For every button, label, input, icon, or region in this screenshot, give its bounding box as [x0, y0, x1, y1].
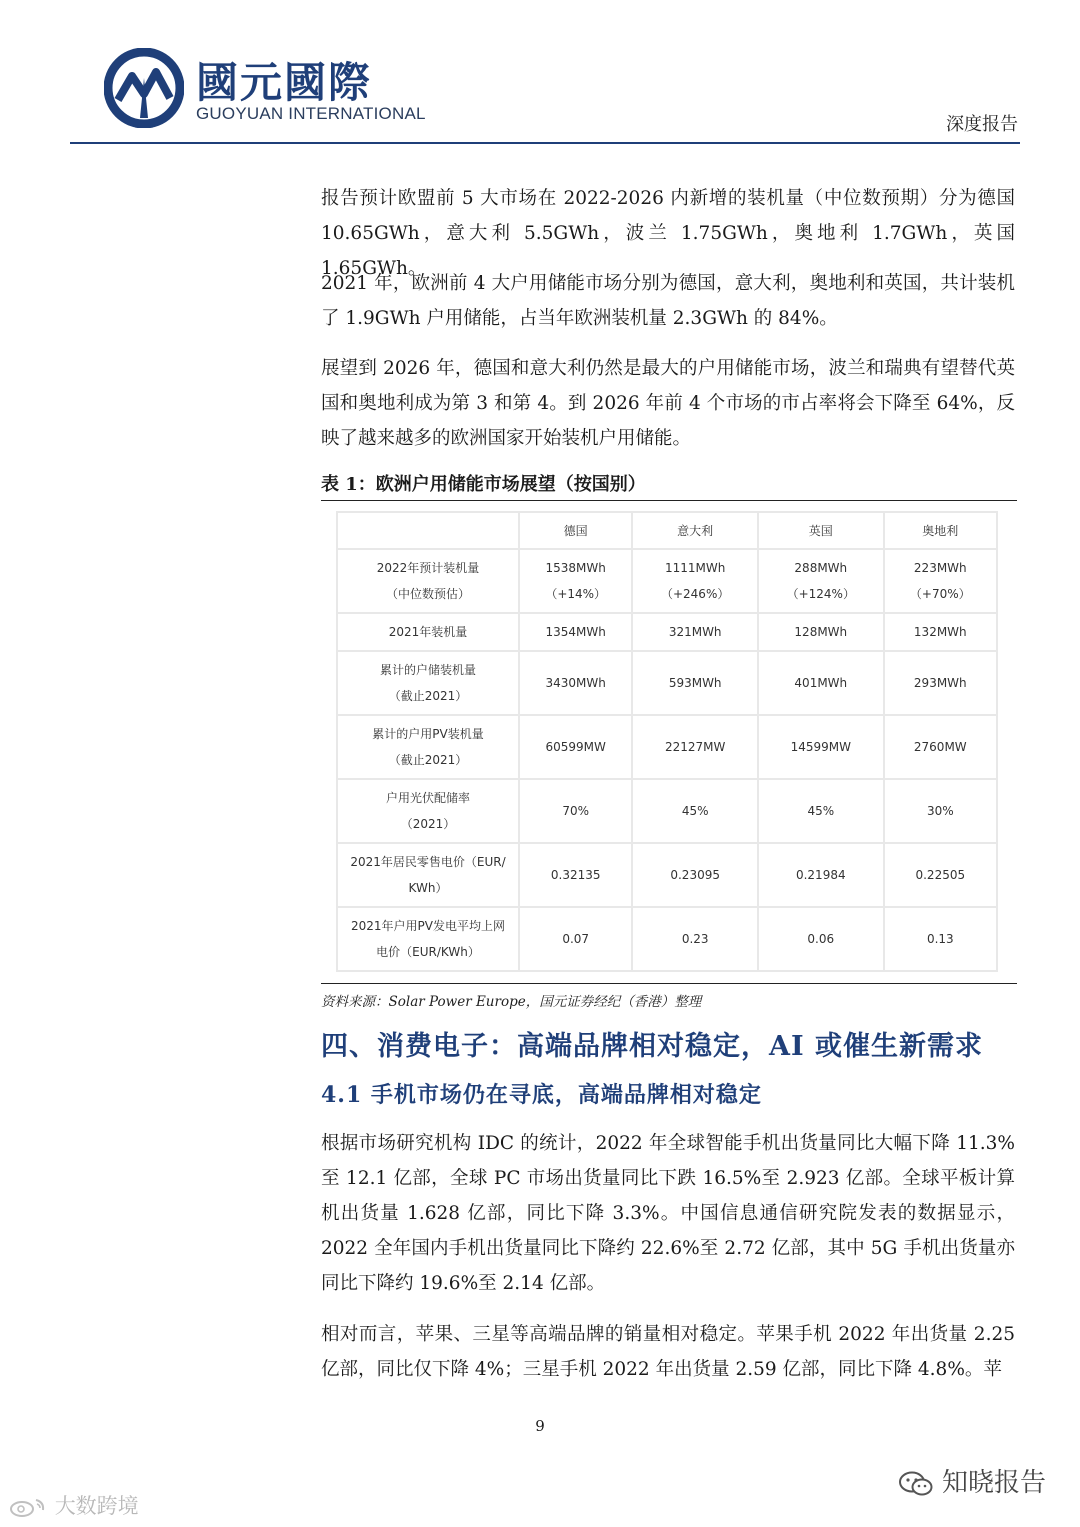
row-label: 2021年居民零售电价（EUR/ KWh） — [337, 843, 519, 907]
watermark-right — [898, 1462, 1046, 1499]
section-heading: 四、消费电子：高端品牌相对稳定，AI 或催生新需求 — [321, 1031, 983, 1062]
table-cell: 22127MW — [632, 715, 758, 779]
table-cell: 30% — [884, 779, 997, 843]
table-source-note: 资料来源：Solar Power Europe，国元证券经纪（香港）整理 — [321, 994, 702, 1010]
table-cell: 223MWh （+70%） — [884, 549, 997, 613]
table-cell: 401MWh — [758, 651, 884, 715]
table-cell: 0.22505 — [884, 843, 997, 907]
table-cell: 2760MW — [884, 715, 997, 779]
wechat-icon — [898, 1470, 934, 1498]
company-logo — [104, 48, 426, 132]
table-cell: 1354MWh — [519, 613, 632, 651]
table-cell: 1538MWh （+14%） — [519, 549, 632, 613]
row-label: 户用光伏配储率 （2021） — [337, 779, 519, 843]
table-title: 表 1：欧洲户用储能市场展望（按国别） — [321, 474, 646, 495]
watermark-left — [8, 1490, 139, 1520]
paragraph-4: 根据市场研究机构 IDC 的统计，2022 年全球智能手机出货量同比大幅下降 11.3%至 12.1 亿部，全球 PC 市场出货量同比下跌 16.5%至 2.923 亿部。全球平板计算机出货量 1.628 亿部，同比下降 3.3%。中国信息通信研究院发表的数据显示，2022 全年国内手机出货量同比下降约 22.6%至 2.72 亿部，其中 5G 手机出货量亦同比下降约 19.6%至 2.14 亿部。 — [321, 1133, 1015, 1294]
table-cell: 0.23 — [632, 907, 758, 971]
table-cell: 60599MW — [519, 715, 632, 779]
table-cell: 321MWh — [632, 613, 758, 651]
table-row — [337, 613, 997, 651]
column-header: 英国 — [758, 512, 884, 549]
table-top-rule — [321, 500, 1017, 501]
column-header: 德国 — [519, 512, 632, 549]
paragraph-2: 2021 年，欧洲前 4 大户用储能市场分别为德国，意大利，奥地利和英国，共计装机了 1.9GWh 户用储能，占当年欧洲装机量 2.3GWh 的 84%。 — [321, 273, 1015, 329]
column-header: 意大利 — [632, 512, 758, 549]
table-header-corner — [337, 512, 519, 549]
table-cell: 0.21984 — [758, 843, 884, 907]
logo-english-name: GUOYUAN INTERNATIONAL — [196, 104, 426, 123]
table-cell: 0.06 — [758, 907, 884, 971]
table-bottom-rule — [321, 983, 1017, 984]
subsection-heading: 4.1 手机市场仍在寻底，高端品牌相对稳定 — [321, 1082, 762, 1108]
table-row — [337, 651, 997, 715]
column-header: 奥地利 — [884, 512, 997, 549]
table-cell: 293MWh — [884, 651, 997, 715]
table-cell: 45% — [632, 779, 758, 843]
table-cell: 0.13 — [884, 907, 997, 971]
row-label: 累计的户储装机量 （截止2021） — [337, 651, 519, 715]
row-label: 累计的户用PV装机量 （截止2021） — [337, 715, 519, 779]
paragraph-5: 相对而言，苹果、三星等高端品牌的销量相对稳定。苹果手机 2022 年出货量 2.25 亿部，同比仅下降 4%；三星手机 2022 年出货量 2.59 亿部，同比下降 4.8%。苹 — [321, 1324, 1015, 1380]
table-cell: 45% — [758, 779, 884, 843]
table-row — [337, 843, 997, 907]
table-row — [337, 779, 997, 843]
logo-chinese-name: 國元國際 — [196, 58, 373, 107]
table-cell: 593MWh — [632, 651, 758, 715]
table-cell: 0.23095 — [632, 843, 758, 907]
document-type-label: 深度报告 — [946, 114, 1018, 135]
storage-market-table — [336, 511, 998, 972]
table-cell: 3430MWh — [519, 651, 632, 715]
table-row — [337, 549, 997, 613]
watermark-left-text: 大数跨境 — [54, 1494, 139, 1518]
guoyuan-logo-icon — [104, 48, 184, 128]
table-cell: 14599MW — [758, 715, 884, 779]
table-row — [337, 907, 997, 971]
table-cell: 0.07 — [519, 907, 632, 971]
row-label: 2021年装机量 — [337, 613, 519, 651]
weibo-icon — [8, 1496, 48, 1518]
row-label: 2022年预计装机量 （中位数预估） — [337, 549, 519, 613]
table-cell: 128MWh — [758, 613, 884, 651]
table-cell: 1111MWh （+246%） — [632, 549, 758, 613]
watermark-right-text: 知晓报告 — [941, 1468, 1046, 1498]
table-cell: 132MWh — [884, 613, 997, 651]
paragraph-3: 展望到 2026 年，德国和意大利仍然是最大的户用储能市场，波兰和瑞典有望替代英国和奥地利成为第 3 和第 4。到 2026 年前 4 个市场的市占率将会下降至 64%，反映了越来越多的欧洲国家开始装机户用储能。 — [321, 358, 1015, 449]
table-header-row — [337, 512, 997, 549]
paragraph-1: 报告预计欧盟前 5 大市场在 2022-2026 内新增的装机量（中位数预期）分为德国 10.65GWh，意大利 5.5GWh，波兰 1.75GWh，奥地利 1.7GWh，英国 1.65GWh。 — [321, 188, 1015, 279]
table-row — [337, 715, 997, 779]
header-divider — [70, 142, 1020, 144]
table-cell: 0.32135 — [519, 843, 632, 907]
row-label: 2021年户用PV发电平均上网 电价（EUR/KWh） — [337, 907, 519, 971]
table-cell: 288MWh （+124%） — [758, 549, 884, 613]
page-number: 9 — [535, 1417, 545, 1435]
table-cell: 70% — [519, 779, 632, 843]
